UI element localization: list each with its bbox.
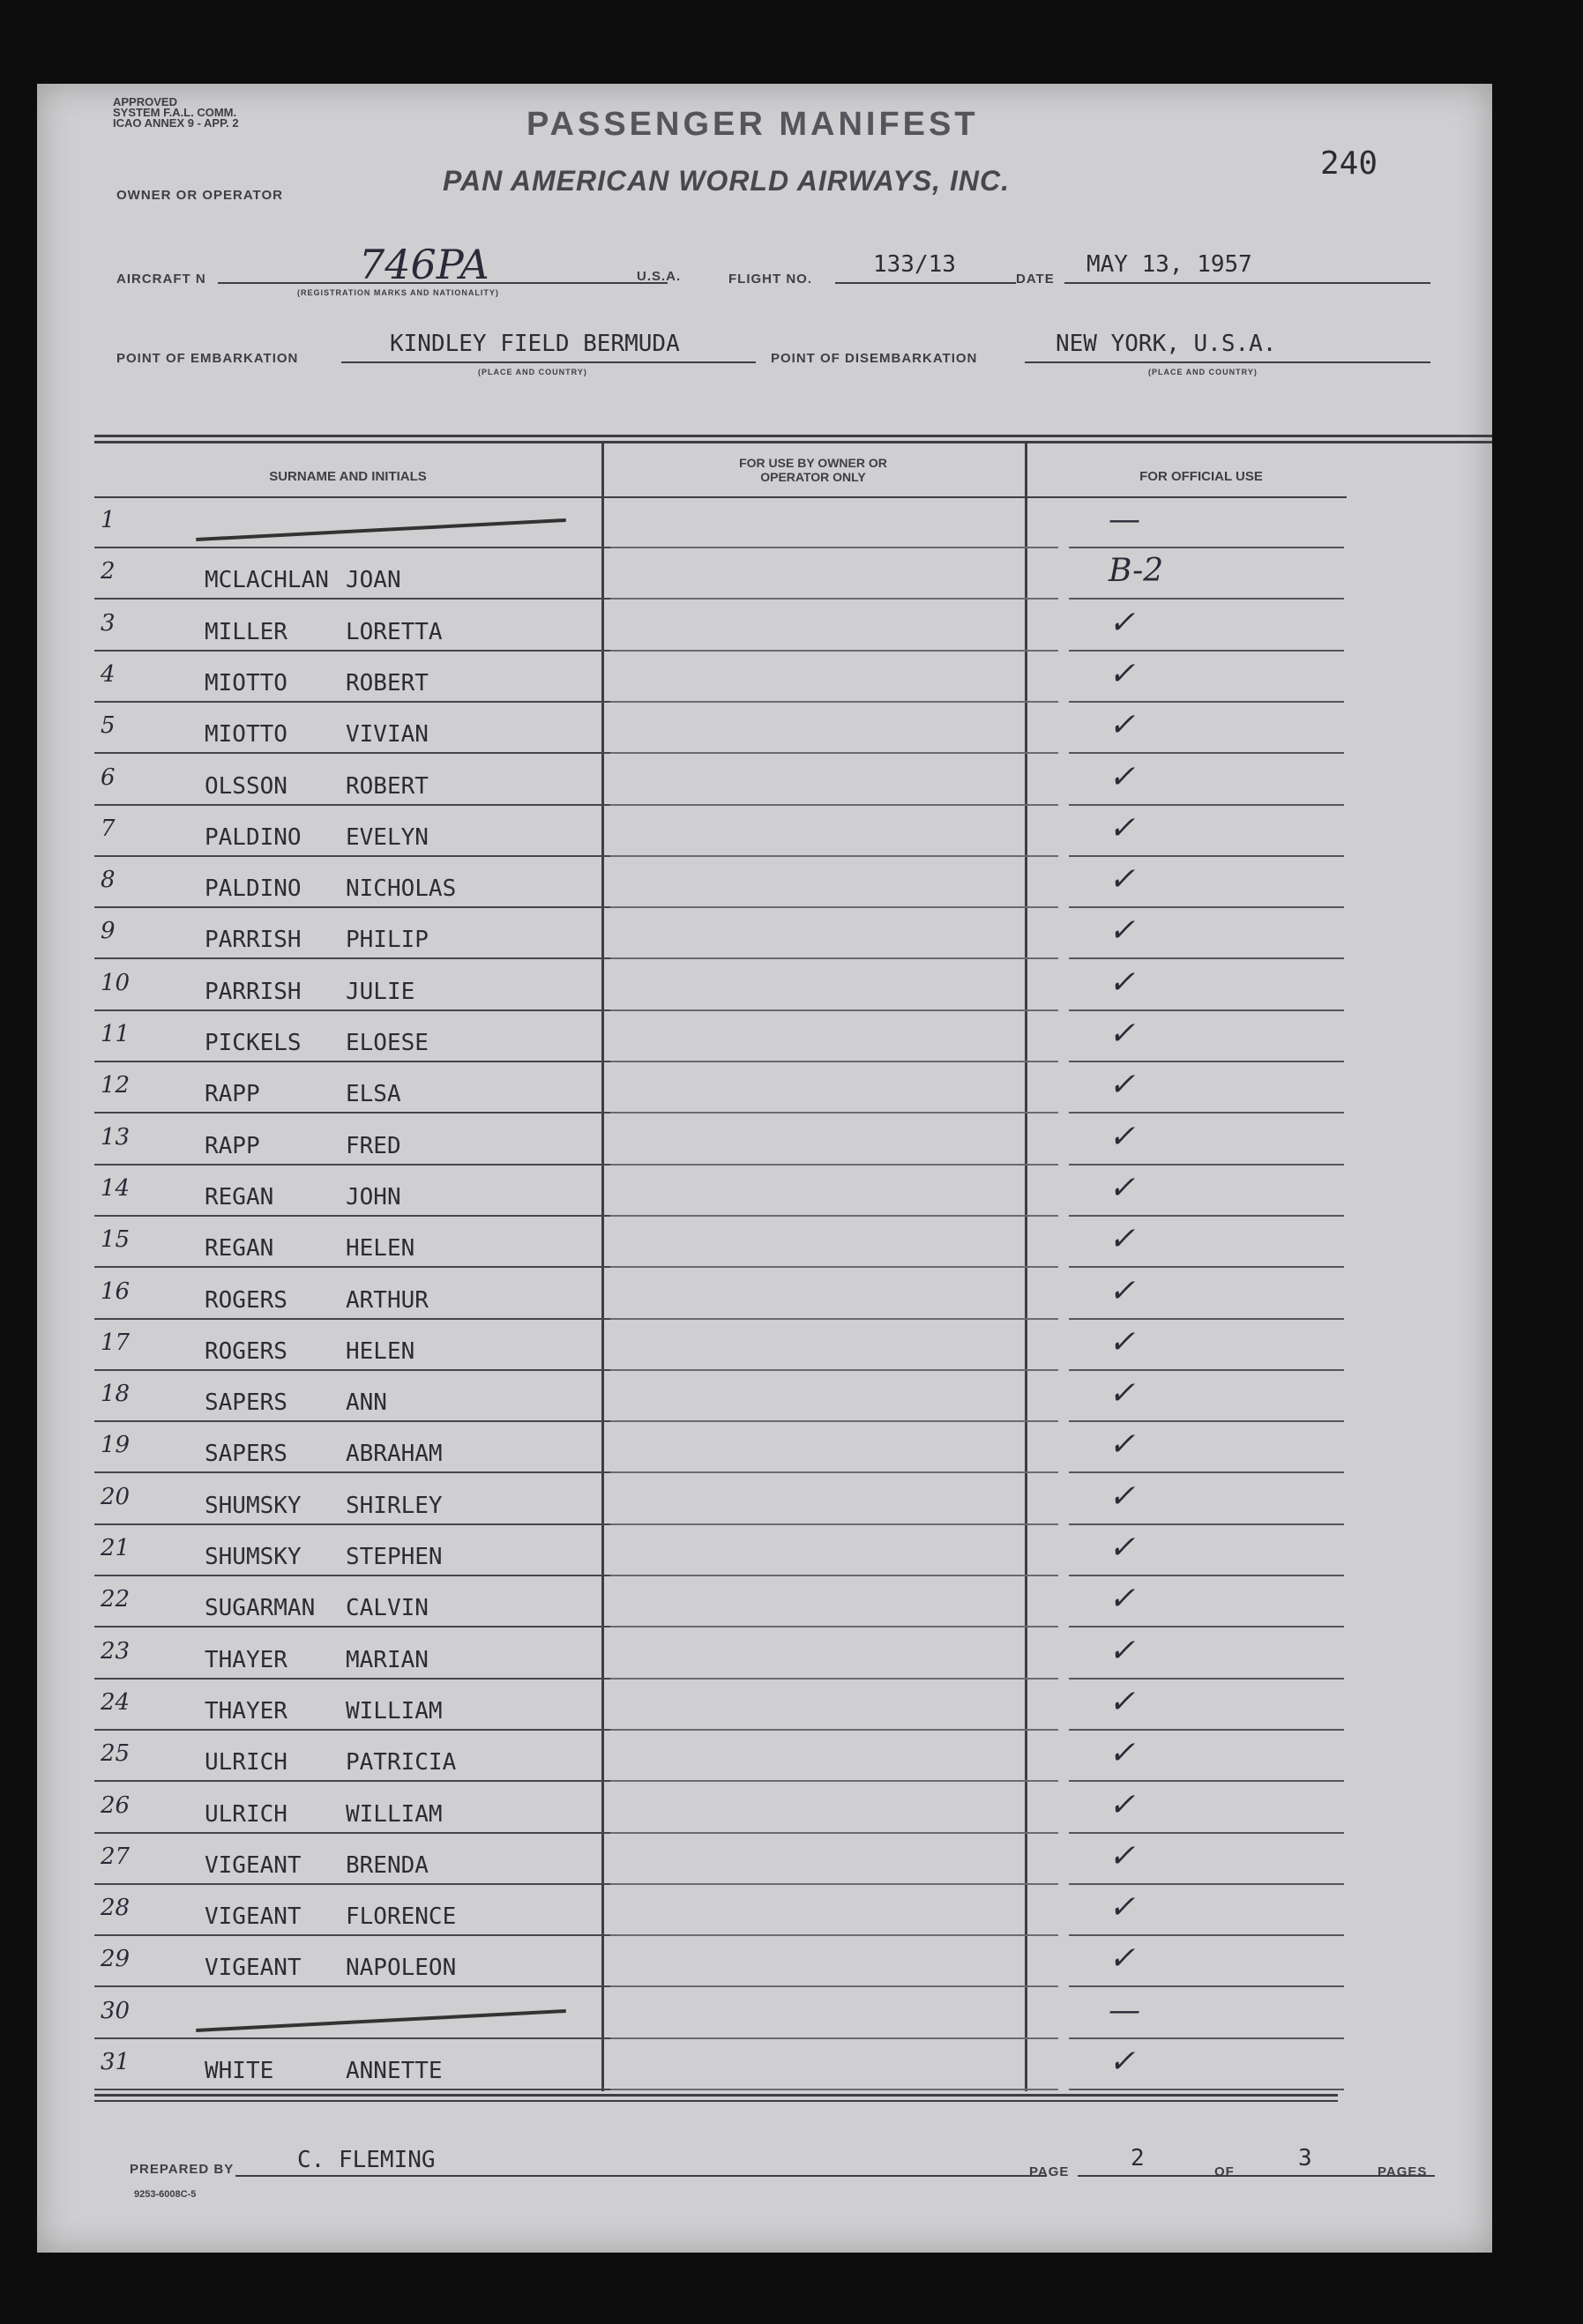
passenger-given-name: SHIRLEY — [346, 1492, 443, 1519]
row-rule — [1069, 1471, 1344, 1473]
row-number: 26 — [101, 1791, 131, 1819]
official-check-mark: ✓ — [1109, 1632, 1136, 1669]
row-rule — [1069, 804, 1344, 806]
row-number: 28 — [101, 1895, 131, 1922]
passenger-surname: PARRISH — [205, 927, 302, 954]
official-check-mark: ✓ — [1109, 1735, 1136, 1772]
column-header-owner-use: FOR USE BY OWNER OR OPERATOR ONLY — [739, 456, 887, 484]
passenger-surname: ROGERS — [205, 1337, 287, 1365]
row-rule — [94, 855, 641, 857]
row-number: 19 — [101, 1432, 131, 1459]
approval-line: APPROVED — [113, 95, 177, 108]
row-rule — [610, 1626, 1058, 1628]
official-check-mark: ✓ — [1109, 1837, 1136, 1874]
approval-line: SYSTEM F.A.L. COMM. — [113, 106, 237, 119]
official-check-mark: ✓ — [1109, 1323, 1136, 1360]
passenger-surname: THAYER — [205, 1646, 287, 1673]
disembarkation-value: NEW YORK, U.S.A. — [1056, 331, 1277, 357]
official-check-mark: ✓ — [1109, 861, 1136, 898]
row-rule — [610, 804, 1058, 806]
official-check-mark: B-2 — [1109, 553, 1164, 590]
row-rule — [94, 1678, 641, 1680]
embarkation-sublabel: (PLACE AND COUNTRY) — [478, 368, 587, 376]
table-row — [37, 1526, 1492, 1577]
passenger-given-name: PATRICIA — [346, 1749, 457, 1777]
row-rule — [610, 1832, 1058, 1834]
owner-value: PAN AMERICAN WORLD AIRWAYS, INC. — [443, 165, 1010, 197]
passenger-surname: PARRISH — [205, 978, 302, 1005]
embarkation-label: POINT OF EMBARKATION — [116, 351, 299, 366]
passenger-given-name: JOAN — [346, 567, 401, 594]
table-row — [37, 858, 1492, 909]
passenger-surname: RAPP — [205, 1132, 260, 1159]
table-row — [37, 1989, 1492, 2040]
passenger-surname: THAYER — [205, 1697, 287, 1724]
table-row — [37, 1784, 1492, 1835]
official-check-mark: ✓ — [1109, 707, 1136, 744]
row-rule — [610, 1575, 1058, 1576]
row-rule — [610, 2037, 1058, 2039]
row-number: 4 — [101, 660, 116, 688]
row-rule — [610, 1678, 1058, 1680]
row-rule — [1069, 855, 1344, 857]
table-row — [37, 909, 1492, 960]
table-row — [37, 961, 1492, 1012]
page-label: PAGE — [1029, 2164, 1070, 2179]
row-rule — [610, 1164, 1058, 1166]
row-number: 2 — [101, 558, 116, 585]
prepared-by-value: C. FLEMING — [297, 2147, 436, 2173]
row-number: 5 — [101, 712, 116, 740]
passenger-surname: PALDINO — [205, 875, 302, 903]
row-number: 12 — [101, 1072, 131, 1099]
passenger-surname: SAPERS — [205, 1389, 287, 1417]
official-check-mark: ✓ — [1109, 2044, 1136, 2080]
passenger-given-name: CALVIN — [346, 1595, 429, 1622]
table-bottom-rule-2 — [94, 2100, 1338, 2102]
official-check-mark: ✓ — [1109, 758, 1136, 795]
row-rule — [94, 1832, 641, 1834]
official-check-mark: ✓ — [1109, 655, 1136, 692]
row-rule — [1069, 650, 1344, 652]
row-rule — [94, 650, 641, 652]
passenger-given-name: FLORENCE — [346, 1903, 457, 1931]
table-row — [37, 1270, 1492, 1321]
official-check-mark: ✓ — [1109, 1581, 1136, 1618]
column-header-official-use: FOR OFFICIAL USE — [1139, 469, 1263, 484]
passenger-given-name: VIVIAN — [346, 721, 429, 749]
row-rule — [610, 1112, 1058, 1114]
row-rule — [1069, 598, 1344, 600]
table-top-rule — [94, 435, 1492, 437]
row-rule — [610, 1883, 1058, 1885]
passenger-given-name: WILLIAM — [346, 1800, 443, 1828]
passenger-surname: MIOTTO — [205, 669, 287, 696]
manifest-sheet — [37, 84, 1492, 2253]
disembarkation-sublabel: (PLACE AND COUNTRY) — [1148, 368, 1258, 376]
row-rule — [1069, 1780, 1344, 1782]
pages-label: PAGES — [1378, 2164, 1428, 2179]
disembarkation-label: POINT OF DISEMBARKATION — [771, 351, 978, 366]
passenger-surname: MILLER — [205, 618, 287, 645]
row-rule — [1069, 1266, 1344, 1268]
row-number: 27 — [101, 1843, 131, 1870]
passenger-surname: ROGERS — [205, 1286, 287, 1314]
row-rule — [1069, 2089, 1344, 2090]
table-row — [37, 1937, 1492, 1988]
row-number: 9 — [101, 918, 116, 945]
row-number: 30 — [101, 1997, 131, 2024]
official-check-mark: ✓ — [1109, 1016, 1136, 1052]
row-number: 31 — [101, 2049, 131, 2075]
official-check-mark: ✓ — [1109, 1221, 1136, 1258]
row-number: 1 — [101, 507, 116, 533]
row-rule — [94, 1164, 641, 1166]
table-row — [37, 1680, 1492, 1732]
passenger-surname: REGAN — [205, 1183, 274, 1210]
row-rule — [610, 1420, 1058, 1422]
passenger-surname: WHITE — [205, 2058, 274, 2084]
row-rule — [1069, 2037, 1344, 2039]
row-rule — [610, 1780, 1058, 1782]
table-row — [37, 1063, 1492, 1114]
table-row — [37, 652, 1492, 704]
table-row — [37, 498, 1492, 549]
row-rule — [1069, 1318, 1344, 1320]
passenger-given-name: ABRAHAM — [346, 1441, 443, 1468]
table-row — [37, 549, 1492, 600]
row-number: 18 — [101, 1381, 131, 1408]
aircraft-label: AIRCRAFT N — [116, 272, 206, 287]
official-check-mark: ✓ — [1109, 809, 1136, 846]
passenger-given-name: PHILIP — [346, 927, 429, 954]
passenger-given-name: NICHOLAS — [346, 875, 457, 903]
date-underline — [1064, 282, 1430, 284]
passenger-given-name: ELOESE — [346, 1030, 429, 1056]
row-rule — [1069, 1009, 1344, 1011]
row-number: 15 — [101, 1226, 131, 1254]
official-check-mark: ✓ — [1109, 1272, 1136, 1309]
passenger-given-name: STEPHEN — [346, 1544, 443, 1570]
row-rule — [94, 598, 641, 600]
row-rule — [94, 1985, 641, 1987]
row-rule — [94, 1266, 641, 1268]
official-check-mark: ✓ — [1109, 1478, 1136, 1515]
passenger-given-name: NAPOLEON — [346, 1955, 457, 1982]
passenger-given-name: ROBERT — [346, 669, 429, 696]
row-rule — [94, 1369, 641, 1371]
usa-label: U.S.A. — [637, 269, 682, 284]
row-rule — [94, 1575, 641, 1576]
row-rule — [1069, 1215, 1344, 1217]
row-rule — [1069, 1678, 1344, 1680]
official-check-mark: ✓ — [1109, 1118, 1136, 1155]
date-value: MAY 13, 1957 — [1086, 251, 1252, 278]
row-rule — [1069, 1832, 1344, 1834]
row-rule — [610, 1523, 1058, 1525]
table-row — [37, 601, 1492, 652]
official-check-mark: ✓ — [1109, 1530, 1136, 1566]
approval-line: ICAO ANNEX 9 - APP. 2 — [113, 116, 239, 130]
row-number: 29 — [101, 1946, 131, 1973]
row-number: 16 — [101, 1277, 131, 1305]
row-rule — [94, 1523, 641, 1525]
row-rule — [94, 1883, 641, 1885]
row-rule — [94, 547, 641, 548]
row-number: 24 — [101, 1688, 131, 1716]
row-rule — [1069, 1420, 1344, 1422]
passenger-surname: SUGARMAN — [205, 1595, 316, 1622]
official-check-mark: ✓ — [1109, 1786, 1136, 1823]
official-check-mark: ✓ — [1109, 1889, 1136, 1926]
passenger-surname: SHUMSKY — [205, 1544, 302, 1570]
aircraft-sublabel: (REGISTRATION MARKS AND NATIONALITY) — [297, 288, 499, 297]
row-rule — [610, 1369, 1058, 1371]
table-row — [37, 1321, 1492, 1372]
table-row — [37, 1218, 1492, 1269]
official-check-mark: — — [1109, 502, 1140, 538]
strikethrough-mark — [196, 2009, 566, 2032]
table-row — [37, 704, 1492, 755]
passenger-given-name: HELEN — [346, 1337, 415, 1365]
official-check-mark: ✓ — [1109, 604, 1136, 641]
row-rule — [610, 547, 1058, 548]
row-number: 22 — [101, 1586, 131, 1613]
row-rule — [94, 1729, 641, 1731]
page-stamp-number: 240 — [1320, 145, 1378, 182]
row-rule — [94, 1780, 641, 1782]
flight-label: FLIGHT NO. — [728, 272, 812, 287]
row-rule — [1069, 1061, 1344, 1062]
embarkation-value: KINDLEY FIELD BERMUDA — [390, 331, 680, 357]
passenger-given-name: ROBERT — [346, 772, 429, 800]
row-rule — [610, 701, 1058, 703]
row-rule — [94, 906, 641, 908]
row-number: 11 — [101, 1021, 131, 1047]
row-rule — [1069, 906, 1344, 908]
table-row — [37, 1629, 1492, 1680]
disembarkation-underline — [1025, 361, 1430, 363]
flight-value: 133/13 — [873, 251, 956, 278]
passenger-given-name: HELEN — [346, 1235, 415, 1263]
row-rule — [94, 2037, 641, 2039]
row-rule — [1069, 1985, 1344, 1987]
passenger-surname: SAPERS — [205, 1441, 287, 1468]
row-rule — [610, 2089, 1058, 2090]
flight-underline — [835, 282, 1016, 284]
prepared-by-label: PREPARED BY — [130, 2162, 235, 2177]
page-title: PASSENGER MANIFEST — [526, 106, 979, 143]
row-rule — [1069, 1523, 1344, 1525]
row-rule — [94, 1112, 641, 1114]
row-number: 21 — [101, 1535, 131, 1561]
row-rule — [94, 752, 641, 754]
passenger-given-name: EVELYN — [346, 823, 429, 851]
row-rule — [1069, 1934, 1344, 1936]
table-row — [37, 1166, 1492, 1218]
passenger-given-name: ANNETTE — [346, 2058, 443, 2084]
table-row — [37, 1886, 1492, 1937]
table-row — [37, 1115, 1492, 1166]
row-rule — [1069, 1369, 1344, 1371]
row-number: 7 — [101, 815, 116, 842]
passenger-given-name: MARIAN — [346, 1646, 429, 1673]
row-rule — [610, 906, 1058, 908]
row-rule — [610, 650, 1058, 652]
table-row — [37, 807, 1492, 858]
row-rule — [94, 1934, 641, 1936]
table-row — [37, 1012, 1492, 1063]
passenger-surname: REGAN — [205, 1235, 274, 1263]
passenger-given-name: JULIE — [346, 978, 415, 1005]
table-top-rule-2 — [94, 441, 1492, 443]
row-rule — [1069, 1164, 1344, 1166]
passenger-surname: MIOTTO — [205, 721, 287, 749]
row-rule — [1069, 1575, 1344, 1576]
row-number: 8 — [101, 867, 116, 894]
passenger-given-name: ELSA — [346, 1081, 401, 1108]
passenger-surname: ULRICH — [205, 1800, 287, 1828]
approval-block — [113, 97, 289, 129]
row-rule — [1069, 1729, 1344, 1731]
passenger-surname: OLSSON — [205, 772, 287, 800]
table-row — [37, 1423, 1492, 1474]
of-value: 3 — [1298, 2145, 1312, 2171]
table-bottom-rule — [94, 2094, 1338, 2097]
row-rule — [1069, 547, 1344, 548]
row-rule — [94, 804, 641, 806]
official-check-mark: ✓ — [1109, 1683, 1136, 1720]
of-label: OF — [1214, 2164, 1235, 2179]
row-rule — [94, 1420, 641, 1422]
passenger-given-name: FRED — [346, 1132, 401, 1159]
passenger-given-name: JOHN — [346, 1183, 401, 1210]
row-rule — [94, 701, 641, 703]
row-rule — [94, 1626, 641, 1628]
page-value: 2 — [1131, 2145, 1145, 2171]
table-row — [37, 2040, 1492, 2091]
row-rule — [610, 1318, 1058, 1320]
row-rule — [94, 1471, 641, 1473]
row-rule — [94, 2089, 641, 2090]
passenger-surname: VIGEANT — [205, 1903, 302, 1931]
row-rule — [1069, 701, 1344, 703]
passenger-surname: MCLACHLAN — [205, 567, 329, 594]
official-check-mark: ✓ — [1109, 912, 1136, 950]
table-row — [37, 756, 1492, 807]
row-rule — [94, 1318, 641, 1320]
table-row — [37, 1732, 1492, 1783]
passenger-surname: PICKELS — [205, 1030, 302, 1056]
owner-label: OWNER OR OPERATOR — [116, 188, 283, 203]
row-rule — [610, 957, 1058, 959]
passenger-surname: RAPP — [205, 1081, 260, 1108]
row-rule — [610, 1729, 1058, 1731]
official-check-mark: ✓ — [1109, 1169, 1136, 1206]
table-row — [37, 1835, 1492, 1886]
official-check-mark: — — [1109, 1992, 1140, 2029]
table-row — [37, 1372, 1492, 1423]
passenger-surname: PALDINO — [205, 823, 302, 851]
table-row — [37, 1577, 1492, 1628]
passenger-surname: ULRICH — [205, 1749, 287, 1777]
row-number: 23 — [101, 1637, 131, 1665]
row-number: 14 — [101, 1174, 131, 1202]
table-row — [37, 1475, 1492, 1526]
row-rule — [94, 957, 641, 959]
column-header-surname: SURNAME AND INITIALS — [269, 469, 427, 484]
row-number: 20 — [101, 1483, 131, 1510]
row-rule — [610, 1215, 1058, 1217]
date-label: DATE — [1016, 272, 1055, 287]
embarkation-underline — [341, 361, 756, 363]
row-number: 17 — [101, 1329, 131, 1356]
passenger-given-name: BRENDA — [346, 1851, 429, 1879]
row-number: 25 — [101, 1740, 131, 1768]
passenger-given-name: ARTHUR — [346, 1286, 429, 1314]
prepared-by-underline — [235, 2175, 1047, 2177]
row-rule — [1069, 1883, 1344, 1885]
official-check-mark: ✓ — [1109, 964, 1136, 1001]
passenger-surname: VIGEANT — [205, 1955, 302, 1982]
row-rule — [610, 1061, 1058, 1062]
official-check-mark: ✓ — [1109, 1375, 1136, 1412]
official-check-mark: ✓ — [1109, 1067, 1136, 1104]
passenger-given-name: ANN — [346, 1389, 387, 1417]
passenger-given-name: LORETTA — [346, 618, 443, 645]
row-rule — [1069, 957, 1344, 959]
row-rule — [1069, 1112, 1344, 1114]
form-number: 9253-6008C-5 — [134, 2189, 197, 2200]
row-rule — [610, 1985, 1058, 1987]
row-rule — [610, 1009, 1058, 1011]
row-rule — [610, 598, 1058, 600]
row-rule — [94, 1215, 641, 1217]
row-rule — [610, 855, 1058, 857]
row-number: 13 — [101, 1123, 131, 1151]
aircraft-value: 746PA — [359, 241, 489, 288]
row-rule — [610, 1266, 1058, 1268]
row-rule — [1069, 1626, 1344, 1628]
passenger-given-name: WILLIAM — [346, 1697, 443, 1724]
row-rule — [610, 752, 1058, 754]
passenger-surname: SHUMSKY — [205, 1492, 302, 1519]
row-rule — [610, 1471, 1058, 1473]
official-check-mark: ✓ — [1109, 1426, 1136, 1464]
row-rule — [94, 1009, 641, 1011]
row-rule — [610, 1934, 1058, 1936]
strikethrough-mark — [196, 518, 566, 541]
row-rule — [94, 1061, 641, 1062]
row-number: 6 — [101, 763, 116, 791]
row-number: 10 — [101, 969, 131, 996]
row-rule — [1069, 752, 1344, 754]
passenger-surname: VIGEANT — [205, 1851, 302, 1879]
official-check-mark: ✓ — [1109, 1940, 1136, 1978]
row-number: 3 — [101, 609, 116, 637]
